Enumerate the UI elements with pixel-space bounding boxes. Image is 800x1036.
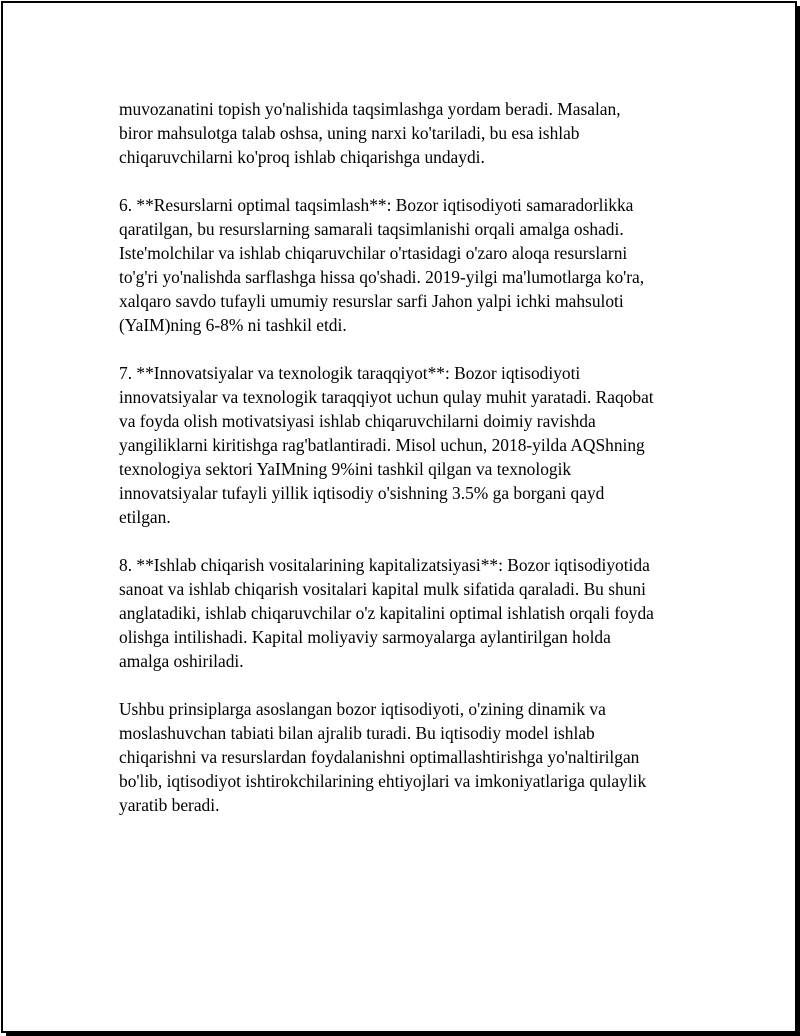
text-line: bo'lib, iqtisodiyot ishtirokchilarining ehtiyojlari va imkoniyatlariga qulaylik <box>119 771 647 791</box>
text-line: 6. **Resurslarni optimal taqsimlash**: Bozor iqtisodiyoti samaradorlikka <box>119 195 634 215</box>
text-line: (YaIM)ning 6-8% ni tashkil etdi. <box>119 315 347 335</box>
text-line: yaratib beradi. <box>119 795 220 815</box>
text-line: moslashuvchan tabiati bilan ajralib turadi. Bu iqtisodiy model ishlab <box>119 723 595 743</box>
text-line: yangiliklarni kiritishga rag'batlantiradi. Misol uchun, 2018-yilda AQShning <box>119 435 645 455</box>
text-line: chiqaruvchilarni ko'proq ishlab chiqarishga undaydi. <box>119 147 485 167</box>
page-frame <box>1 1 797 1033</box>
text-line: xalqaro savdo tufayli umumiy resurslar sarfi Jahon yalpi ichki mahsuloti <box>119 291 624 311</box>
paragraph-conclusion <box>119 697 699 817</box>
text-line: Ushbu prinsiplarga asoslangan bozor iqtisodiyoti, o'zining dinamik va <box>119 699 606 719</box>
text-line: texnologiya sektori YaIMning 9%ini tashkil qilgan va texnologik <box>119 459 572 479</box>
text-line: va foyda olish motivatsiyasi ishlab chiqaruvchilarni doimiy ravishda <box>119 411 596 431</box>
text-line: amalga oshiriladi. <box>119 651 244 671</box>
text-line: anglatadiki, ishlab chiqaruvchilar o'z kapitalini optimal ishlatish orqali foyda <box>119 603 654 623</box>
paragraph-item-6 <box>119 193 699 337</box>
paragraph-item-7 <box>119 361 699 529</box>
paragraph-item-8 <box>119 553 699 673</box>
text-line: 8. **Ishlab chiqarish vositalarining kapitalizatsiyasi**: Bozor iqtisodiyotida <box>119 555 650 575</box>
text-line: 7. **Innovatsiyalar va texnologik taraqqiyot**: Bozor iqtisodiyoti <box>119 363 581 383</box>
text-line: muvozanatini topish yo'nalishida taqsimlashga yordam beradi. Masalan, <box>119 99 621 119</box>
text-line: to'g'ri yo'nalishda sarflashga hissa qo'shadi. 2019-yilgi ma'lumotlarga ko'ra, <box>119 267 645 287</box>
paragraph-intro-continuation <box>119 97 699 169</box>
text-line: olishga intilishadi. Kapital moliyaviy sarmoyalarga aylantirilgan holda <box>119 627 611 647</box>
text-line: Iste'molchilar va ishlab chiqaruvchilar o'rtasidagi o'zaro aloqa resurslarni <box>119 243 628 263</box>
text-line: innovatsiyalar va texnologik taraqqiyot uchun qulay muhit yaratadi. Raqobat <box>119 387 654 407</box>
text-line: sanoat va ishlab chiqarish vositalari kapital mulk sifatida qaraladi. Bu shuni <box>119 579 646 599</box>
text-line: etilgan. <box>119 507 171 527</box>
text-line: innovatsiyalar tufayli yillik iqtisodiy o'sishning 3.5% ga borgani qayd <box>119 483 605 503</box>
text-line: biror mahsulotga talab oshsa, uning narxi ko'tariladi, bu esa ishlab <box>119 123 580 143</box>
text-line: qaratilgan, bu resurslarning samarali taqsimlanishi orqali amalga oshadi. <box>119 219 624 239</box>
document-body <box>119 97 699 841</box>
text-line: chiqarishni va resurslardan foydalanishni optimallashtirishga yo'naltirilgan <box>119 747 640 767</box>
